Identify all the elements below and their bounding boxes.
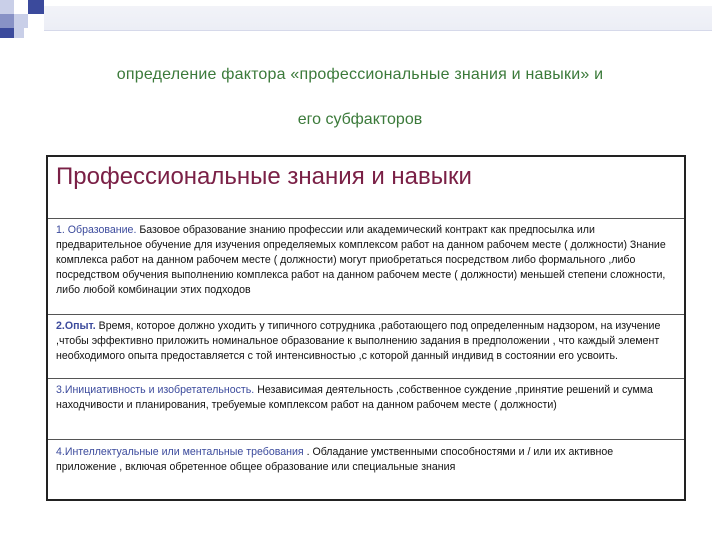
item-education	[56, 223, 676, 298]
item-head: 3.Инициативность и изобретательность.	[56, 384, 255, 396]
divider	[48, 218, 684, 219]
item-head: 1. Образование.	[56, 224, 137, 236]
item-text: . Обладание умственными способностями и / или их активное приложение , включая обретенное общее образование или специальные знания	[56, 446, 614, 473]
item-text: Время, которое должно уходить у типичного сотрудника ,работающего под определенным надзором, на изучение ,чтобы эффективно приложить номинальное образование к выполнению задания в предположении , что каждый элемент необходимого опыта предоставляется с той интенсивностью ,с которой данный индивид в состоянии его усвоить.	[56, 320, 661, 362]
decor-square	[0, 0, 14, 14]
item-experience	[56, 319, 676, 364]
divider	[48, 378, 684, 379]
decor-square	[14, 14, 28, 28]
slide-heading-line-1: определение фактора «профессиональные знания и навыки» и	[116, 66, 604, 83]
item-head: 4.Интеллектуальные или ментальные требования	[56, 446, 304, 458]
content-box	[46, 155, 686, 501]
divider	[48, 314, 684, 315]
item-initiative	[56, 383, 676, 413]
divider	[48, 439, 684, 440]
decor-square	[28, 0, 44, 14]
header-band	[44, 6, 712, 31]
decor-square	[0, 28, 14, 38]
decor-square	[0, 14, 14, 28]
decor-square	[14, 0, 28, 14]
item-head: 2.Опыт.	[56, 320, 96, 332]
decor-square	[14, 28, 24, 38]
box-title: Профессиональные знания и навыки	[56, 163, 472, 190]
slide-heading-line-2: его субфакторов	[297, 111, 423, 128]
item-text: Независимая деятельность ,собственное суждение ,принятие решений и сумма находчивости и планирования, требуемые комплексом работ на данном рабочем месте ( должности)	[56, 384, 653, 411]
item-intellectual	[56, 445, 676, 475]
item-text: Базовое образование знанию профессии или академический контракт как предпосылка или предварительное обучение для изучения определяемых комплексом работ на данном рабочем месте ( должности) Знание комплекса работ на данном рабочем месте ( должности) могут приобретаться посредством либо формального ,либо посредством обучения выполнению комплекса работ на данном рабочем месте ( должности) меньшей степени сложности, либо любой комбинации этих подходов	[56, 224, 666, 296]
